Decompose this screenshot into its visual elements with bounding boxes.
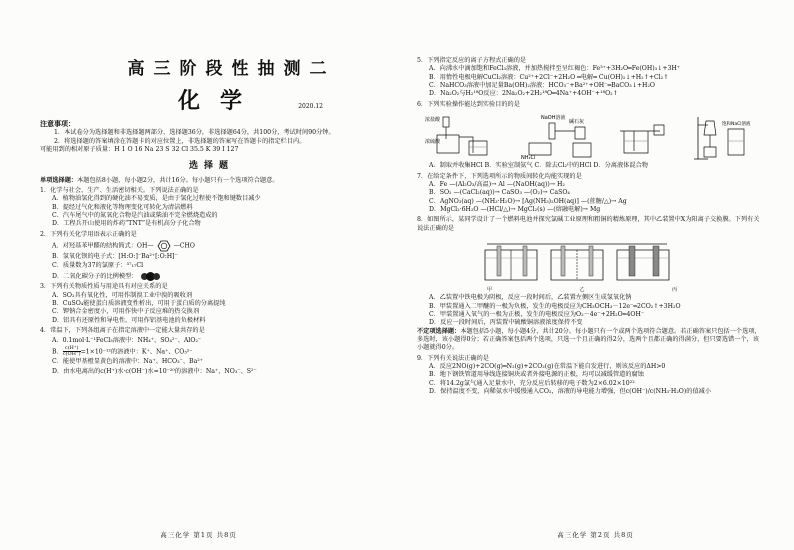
option-d: D．工程兵开山使用的炸药“TNT”是有机高分子化合物 — [52, 220, 201, 228]
exam-title: 高三阶段性抽测二 — [127, 59, 336, 79]
option-c: C．NaHCO₃溶液中加足量Ba(OH)₂溶液：HCO₃⁻+Ba²⁺+OH⁻═BaCO₃↓+H₂O — [429, 82, 656, 90]
option-a: A．向沸水中滴加饱和FeCl₃溶液，并加热搅拌至呈红褐色：Fe³⁺+3H₂O═Fe(OH)₃↓+3H⁺ — [429, 65, 681, 73]
cell-label-bing: 丙 — [671, 287, 677, 294]
apparatus-a-icon — [423, 113, 503, 161]
electrolysis-diagram-icon — [477, 236, 677, 282]
option-d: D．MgCl₂·6H₂O —(HCl/△)→ MgCl₂(s) —(熔融电解)→ Mg — [429, 205, 601, 213]
atomic-masses: 可能用到的相对原子质量：H 1 O 16 Na 23 S 32 Cl 35.5 K 39 I 127 — [40, 146, 239, 154]
question-1 — [40, 187, 383, 229]
section-title: 选择题 — [188, 161, 234, 172]
option-c: C．质量数为37的氯原子：³⁷₁₇Cl — [52, 262, 144, 270]
multi-choice-text: 本题包括5小题，每小题4分，共计20分。每小题只有一个或两个选项符合题意。若正确答案只包括一个选项，多选时，该小题得0分；若正确答案包括两个选项，只选一个且正确的得2分，选两个且都正确的得满分，但只要选错一个，该小题就得0分。 — [417, 327, 761, 352]
apparatus-d-icon — [692, 113, 758, 161]
benzene-ring-icon — [156, 240, 172, 252]
option-b: B．氢氧化钡的电子式：[H:O:]⁻Ba²⁺[:O:H]⁻ — [52, 253, 178, 261]
option-d: D．由水电离出的c(H⁺)水·c(OH⁻)水=10⁻²⁰的溶液中：Na⁺、NO₃⁻、S²⁻ — [52, 367, 257, 375]
option-b: B． $\frac{c(H^+)}{c(OH^-)}$ =1×10⁻¹²的溶液中：K⁺、Na⁺、CO₃²⁻ — [52, 344, 193, 358]
fraction: $\frac{c(H^+)}{c(OH^-)}$ — [62, 344, 81, 358]
question-4 — [40, 327, 383, 376]
option-b: B．提经过气化和液化等物理变化可转化为清洁燃料 — [52, 203, 193, 211]
label-b3: 碱石灰 — [569, 119, 585, 126]
page-footer: 高三化学 第1页 共8页 — [160, 531, 237, 540]
question-stem: 8．如图所示，某同学设计了一个燃料电池并探究氯碱工业原理和粗铜的精炼原理，其中乙装置中X为阳离子交换膜。下列有关说法正确的是 — [417, 216, 760, 232]
apparatus-b-icon — [519, 113, 597, 161]
question-8 — [417, 216, 764, 327]
label-d1: 饱和NaCl溶液 — [721, 122, 751, 128]
option-c: C．汽车尾气中的氮氧化合物是汽油或柴油不完全燃烧造成的 — [52, 212, 218, 220]
notice-item-1: 1．本试卷分为选择题和非选择题两部分，选择题36分，非选择题64分，共100分，考试时间90分钟。 — [54, 129, 335, 137]
subject-row — [40, 81, 383, 117]
option-b: B．SO₂ —(CaCl₂(aq))→ CaSO₃ —(O₂)→ CaSO₄ — [429, 189, 570, 197]
option-a: A．对羟基苯甲醛的结构简式：OH— —CHO — [52, 240, 383, 252]
label-a2: 浓硫酸 — [425, 139, 441, 146]
question-5 — [417, 57, 764, 99]
option-a: A．SO₂具有氧化性，可用作制溴工业中溴的吸收剂 — [52, 291, 193, 299]
option-a: A．乙装置中铁电极为阴极，反应一段时间后，乙装置左侧区生成氢氧化钠 — [429, 294, 632, 302]
single-choice-text: 本题包括8小题，每小题2分，共计16分。每小题只有一个选项符合题意。 — [77, 176, 279, 184]
notice-item-2: 2．将选择题的答案填涂在答题卡的对应位置上，非选择题的答案写在答题卡的指定栏目内。 — [54, 137, 306, 145]
question-stem: 6．下列实验操作能达到实验目的的是 — [417, 100, 520, 108]
apparatus-captions: A．制取并收集HCl B．实验室制氨气 C．除去Cl₂中的HCl D．分离液体混合物 — [429, 162, 648, 170]
apparatus-c-icon — [614, 113, 676, 161]
co2-model-icon — [141, 272, 160, 281]
exam-date: 2020.12 — [298, 102, 323, 110]
question-9 — [417, 355, 764, 397]
question-7 — [417, 173, 764, 215]
label-b2: NH₄Cl — [521, 155, 536, 162]
option-d: D．二氧化碳分子的比例模型： — [52, 272, 383, 282]
question-stem: 9．下列有关说法正确的是 — [417, 354, 489, 362]
question-stem: 5．下列指定反应的离子方程式正确的是 — [417, 57, 527, 64]
multi-choice-head: 不定项选择题： — [417, 327, 461, 335]
question-stem: 7．在给定条件下，下列选项所示的物质间转化均能实现的是 — [417, 172, 582, 180]
option-c: C．将14.2g氯气通入足量水中，充分反应后转移的电子数为2×6.02×10²² — [429, 379, 635, 387]
option-c: C．AgNO₃(aq) —(NH₃·H₂O)→ [Ag(NH₃)₂OH(aq)] —(蔗糖/△)→ Ag — [429, 197, 627, 205]
option-a: A．反应2NO(g)+2CO(g)═N₂(g)+2CO₂(g)在常温下能自发进行，则该反应的ΔH>0 — [429, 363, 666, 371]
question-stem: 3．下列有关物质性质与用途具有对应关系的是 — [40, 283, 168, 291]
single-choice-instructions — [40, 177, 383, 185]
option-d: D．反应一段时间后，丙装置中硫酸铜溶液浓度保持不变 — [429, 319, 583, 327]
label-a1: 浓盐酸 — [425, 117, 441, 124]
question-6 — [417, 101, 764, 171]
option-d: D．Na₂O₂与H₂¹⁸O反应：2Na₂O₂+2H₂¹⁸O═4Na⁺+4OH⁻+¹⁸O₂↑ — [429, 90, 618, 98]
option-b: B．地下钢铁管道用导线连接铜块或者外接电源的正极，均可以减缓管道的腐蚀 — [429, 371, 644, 379]
page-right — [397, 0, 794, 550]
question-stem: 2．下列有关化学用语表示正确的是 — [40, 230, 137, 238]
cell-label-yi: 乙 — [579, 287, 585, 294]
label-b1: NaOH溶液 — [541, 115, 566, 122]
option-a: A．0.1mol·L⁻¹FeCl₃溶液中：NH₄⁺、SO₄²⁻、AlO₂⁻ — [52, 336, 202, 344]
option-a: A．Fe —(Al₂O₃/高温)→ Al —(NaOH(aq))→ H₂ — [429, 180, 565, 188]
option-a: A．植物油氢化得到的硬化油不易变质，是由于氢化过程使不饱和键数目减少 — [52, 195, 261, 203]
option-d: D．保持温度不变，向稀氨水中缓慢通入CO₂，溶液的导电能力增强，但c(OH⁻)/c(NH₃·H₂O)的值减小 — [429, 388, 712, 396]
question-3 — [40, 283, 383, 325]
subject-title: 化学 — [178, 87, 263, 114]
option-b: B．CuSO₄能使蛋白质溶液变性析出，可用于蛋白质的分离提纯 — [52, 300, 226, 308]
option-c: C．钾钠合金密度小，可用作快中子反应堆的热交换剂 — [52, 308, 200, 316]
apparatus-figures — [417, 111, 764, 161]
question-stem: 4．常温下，下列各组离子在指定溶液中一定能大量共存的是 — [40, 327, 205, 335]
question-stem: 1．化学与社会、生产、生活密切相关。下列说法正确的是 — [40, 186, 199, 194]
cell-label-jia: 甲 — [487, 287, 493, 294]
option-c: C．甲装置通入氧气的一极为正极，发生的电极反应为O₂－4e⁻+2H₂O═4OH⁻ — [429, 310, 645, 318]
question-2 — [40, 231, 383, 282]
page-footer: 高三化学 第2页 共8页 — [557, 531, 634, 540]
single-choice-head: 单项选择题： — [40, 176, 78, 184]
option-c: C．能使甲基橙显黄色的溶液中：Na⁺、HCO₃⁻、Ba²⁺ — [52, 358, 204, 366]
option-d: D．铝具有还原性和导电性，可用作铝基电池的负极材料 — [52, 316, 206, 324]
option-b: B．甲装置通入二甲醚的一极为负极，发生的电极反应为CH₃OCH₃－12e⁻═2CO₂↑+3H₂O — [429, 302, 681, 310]
notice-title: 注意事项： — [40, 118, 75, 128]
multi-choice-instructions — [417, 328, 764, 353]
option-b: B．用惰性电极电解CuCl₂溶液：Cu²⁺+2Cl⁻+2H₂O ═电解═ Cu(OH)₂↓+H₂↑+Cl₂↑ — [429, 73, 669, 81]
